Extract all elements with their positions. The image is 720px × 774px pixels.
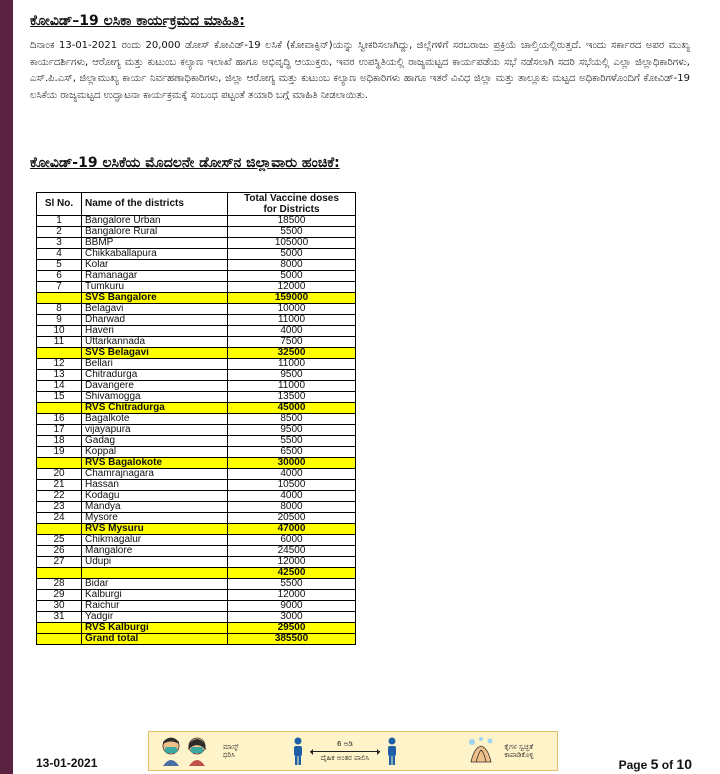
- header-total-line2: for Districts: [263, 204, 320, 215]
- table-body: [37, 216, 356, 645]
- cell-sl-no: 3: [37, 238, 82, 249]
- cell-sl-no: [37, 348, 82, 359]
- table-subtotal-row: [37, 458, 356, 469]
- cell-doses: 11000: [228, 359, 356, 370]
- table-row: [37, 414, 356, 425]
- cell-doses: 8000: [228, 260, 356, 271]
- table-subtotal-row: [37, 623, 356, 634]
- cell-district-name: Belagavi: [82, 304, 228, 315]
- cell-district-name: Chitradurga: [82, 370, 228, 381]
- cell-doses: 5000: [228, 249, 356, 260]
- table-row: [37, 249, 356, 260]
- table-row: [37, 480, 356, 491]
- header-total-doses: [228, 193, 356, 216]
- current-page: 5: [650, 756, 659, 772]
- table-row: [37, 436, 356, 447]
- cell-doses: 13500: [228, 392, 356, 403]
- cell-doses: 29500: [228, 623, 356, 634]
- cell-district-name: Hassan: [82, 480, 228, 491]
- table-row: [37, 216, 356, 227]
- cell-district-name: SVS Belagavi: [82, 348, 228, 359]
- cell-district-name: Bidar: [82, 579, 228, 590]
- cell-sl-no: 31: [37, 612, 82, 623]
- cell-district-name: Chamrajnagara: [82, 469, 228, 480]
- mask-person-icon: [186, 736, 208, 766]
- table-header-row: [37, 193, 356, 216]
- cell-sl-no: 23: [37, 502, 82, 513]
- cell-doses: 5000: [228, 271, 356, 282]
- cell-doses: 9500: [228, 425, 356, 436]
- cell-district-name: Yadgir: [82, 612, 228, 623]
- section-heading-vaccination-info: ಕೋವಿಡ್–19 ಲಸಿಕಾ ಕಾರ್ಯಕ್ರಮದ ಮಾಹಿತಿ:: [30, 13, 245, 29]
- cell-sl-no: 1: [37, 216, 82, 227]
- table-row: [37, 370, 356, 381]
- double-arrow-icon: [310, 751, 380, 752]
- banner-mask-section: [149, 732, 219, 770]
- cell-sl-no: 19: [37, 447, 82, 458]
- cell-district-name: vijayapura: [82, 425, 228, 436]
- mask-text-line1: ಮಾಸ್ಕ್: [223, 743, 239, 751]
- cell-sl-no: 20: [37, 469, 82, 480]
- left-page-edge-bar: [0, 0, 13, 774]
- table-row: [37, 304, 356, 315]
- table-row: [37, 282, 356, 293]
- cell-sl-no: 28: [37, 579, 82, 590]
- cell-sl-no: 5: [37, 260, 82, 271]
- distance-indicator: [310, 740, 380, 763]
- table-subtotal-row: [37, 568, 356, 579]
- vaccine-allocation-table: [36, 192, 356, 645]
- cell-doses: 8000: [228, 502, 356, 513]
- table-subtotal-row: [37, 524, 356, 535]
- mask-person-icon: [160, 736, 182, 766]
- hand-text: [500, 743, 537, 759]
- cell-district-name: Bangalore Rural: [82, 227, 228, 238]
- cell-sl-no: 21: [37, 480, 82, 491]
- cell-sl-no: 14: [37, 381, 82, 392]
- table-row: [37, 238, 356, 249]
- cell-district-name: Mysore: [82, 513, 228, 524]
- cell-district-name: Kalburgi: [82, 590, 228, 601]
- cell-doses: 11000: [228, 315, 356, 326]
- table-row: [37, 513, 356, 524]
- table-row: [37, 546, 356, 557]
- cell-sl-no: [37, 634, 82, 645]
- cell-sl-no: [37, 524, 82, 535]
- table-subtotal-row: [37, 293, 356, 304]
- cell-doses: 5500: [228, 227, 356, 238]
- cell-sl-no: 9: [37, 315, 82, 326]
- cell-doses: 11000: [228, 381, 356, 392]
- table-subtotal-row: [37, 634, 356, 645]
- cell-sl-no: 25: [37, 535, 82, 546]
- table-row: [37, 326, 356, 337]
- table-row: [37, 227, 356, 238]
- table-row: [37, 612, 356, 623]
- cell-doses: 8500: [228, 414, 356, 425]
- cell-sl-no: 15: [37, 392, 82, 403]
- cell-district-name: Grand total: [82, 634, 228, 645]
- cell-district-name: RVS Kalburgi: [82, 623, 228, 634]
- cell-district-name: [82, 568, 228, 579]
- cell-sl-no: [37, 623, 82, 634]
- cell-district-name: Bellari: [82, 359, 228, 370]
- standing-person-icon: [292, 737, 304, 765]
- vaccination-info-paragraph: ದಿನಾಂಕ 13-01-2021 ರಂದು 20,000 ಡೋಸ್ ಕೋವಿಡ್-19 ಲಸಿಕೆ (ಕೋವಾಕ್ಸಿನ್)ಯನ್ನು ಸ್ವೀಕರಿಸಲಾಗಿದ್ದು, ಜಿಲ್ಲೆಗಳಿಗೆ ಸರಬರಾಜು ಪ್ರಕ್ರಿಯೆ ಚಾಲ್ತಿಯಲ್ಲಿರುತ್ತದೆ. ಇಂದು ಸರ್ಕಾರದ ಅಪರ ಮುಖ್ಯ ಕಾರ್ಯದರ್ಶಿಗಳು, ಆರೋಗ್ಯ ಮತ್ತು ಕುಟುಂಬ ಕಲ್ಯಾಣ ಇಲಾಖೆ ಹಾಗೂ ಅಭಿವೃದ್ಧಿ ಆಯುಕ್ತರು, ಇವರ ಉಪಸ್ಥಿತಿಯಲ್ಲಿ ರಾಜ್ಯಮಟ್ಟದ ಕಾರ್ಯಪಡೆಯ ಸಭೆ ನಡೆಸಲಾಗಿ ಸದರಿ ಸಭೆಯಲ್ಲಿ ಎಲ್ಲಾ ಜಿಲ್ಲಾಧಿಕಾರಿಗಳು, ಎಸ್.ಪಿ.ಎಸ್, ಜಿಲ್ಲಾಮುಖ್ಯ ಕಾರ್ಯ ನಿರ್ವಹಣಾಧಿಕಾರಿಗಳು, ಜಿಲ್ಲಾ ಆರೋಗ್ಯ ಮತ್ತು ಕುಟುಂಬ ಕಲ್ಯಾಣ ಅಧಿಕಾರಿಗಳು ಹಾಗೂ ಇತರೆ ವಿವಿಧ ಜಿಲ್ಲಾ ಮತ್ತು ತಾಲ್ಲೂಕು ಮಟ್ಟದ ಅಧಿಕಾರಿಗಳೊಂದಿಗೆ ಕೋವಿಡ್-19 ಲಸಿಕೆಯ ರಾಜ್ಯಮಟ್ಟದ ಉದ್ಘಾಟನಾ ಕಾರ್ಯಕ್ರಮಕ್ಕೆ ಸಂಬಂಧ ಪಟ್ಟಂತೆ ತಯಾರಿ ಬಗ್ಗೆ ಮಾಹಿತಿ ನೀಡಲಾಯಿತು.: [30, 40, 690, 101]
- mask-text-line2: ಧರಿಸಿ: [223, 751, 235, 759]
- cell-sl-no: 17: [37, 425, 82, 436]
- cell-district-name: Davangere: [82, 381, 228, 392]
- table-subtotal-row: [37, 348, 356, 359]
- cell-district-name: RVS Chitradurga: [82, 403, 228, 414]
- cell-doses: 6000: [228, 535, 356, 546]
- section-heading-district-allocation: ಕೋವಿಡ್-19 ಲಸಿಕೆಯ ಮೊದಲನೇ ಡೋಸ್‌ನ ಜಿಲ್ಲಾವಾರು ಹಂಚಿಕೆ:: [30, 155, 340, 171]
- cell-sl-no: [37, 293, 82, 304]
- cell-district-name: Gadag: [82, 436, 228, 447]
- cell-doses: 4000: [228, 469, 356, 480]
- cell-doses: 159000: [228, 293, 356, 304]
- cell-district-name: RVS Mysuru: [82, 524, 228, 535]
- table-row: [37, 447, 356, 458]
- cell-doses: 385500: [228, 634, 356, 645]
- table-row: [37, 502, 356, 513]
- total-pages: 10: [676, 756, 692, 772]
- cell-doses: 12000: [228, 557, 356, 568]
- table-row: [37, 557, 356, 568]
- table-row: [37, 381, 356, 392]
- document-page: [30, 10, 700, 174]
- cell-district-name: Mandya: [82, 502, 228, 513]
- table-row: [37, 260, 356, 271]
- cell-sl-no: 12: [37, 359, 82, 370]
- cell-sl-no: 10: [37, 326, 82, 337]
- table-row: [37, 469, 356, 480]
- cell-district-name: Dharwad: [82, 315, 228, 326]
- table-row: [37, 337, 356, 348]
- table-row: [37, 392, 356, 403]
- cell-doses: 32500: [228, 348, 356, 359]
- cell-district-name: Bagalkote: [82, 414, 228, 425]
- cell-district-name: Koppal: [82, 447, 228, 458]
- cell-district-name: Kolar: [82, 260, 228, 271]
- cell-doses: 45000: [228, 403, 356, 414]
- cell-sl-no: 30: [37, 601, 82, 612]
- hand-wash-icon: [466, 736, 496, 766]
- cell-district-name: Haveri: [82, 326, 228, 337]
- header-district-name: Name of the districts: [82, 193, 228, 216]
- cell-sl-no: 13: [37, 370, 82, 381]
- cell-doses: 4000: [228, 326, 356, 337]
- cell-sl-no: 22: [37, 491, 82, 502]
- cell-district-name: RVS Bagalokote: [82, 458, 228, 469]
- cell-sl-no: 11: [37, 337, 82, 348]
- cell-sl-no: [37, 568, 82, 579]
- cell-doses: 7500: [228, 337, 356, 348]
- cell-doses: 105000: [228, 238, 356, 249]
- footer-date: 13-01-2021: [36, 756, 98, 770]
- cell-sl-no: 18: [37, 436, 82, 447]
- distance-bottom-text: ದೈಹಿಕ ಅಂತರ ಪಾಲಿಸಿ: [320, 753, 370, 762]
- cell-sl-no: 7: [37, 282, 82, 293]
- standing-person-icon: [386, 737, 398, 765]
- cell-district-name: Raichur: [82, 601, 228, 612]
- cell-sl-no: 27: [37, 557, 82, 568]
- cell-doses: 30000: [228, 458, 356, 469]
- table-row: [37, 425, 356, 436]
- cell-district-name: BBMP: [82, 238, 228, 249]
- table-row: [37, 491, 356, 502]
- cell-doses: 10500: [228, 480, 356, 491]
- cell-doses: 4000: [228, 491, 356, 502]
- banner-hand-section: [447, 732, 557, 770]
- cell-doses: 3000: [228, 612, 356, 623]
- cell-doses: 47000: [228, 524, 356, 535]
- banner-mask-text: [219, 732, 243, 770]
- distance-top-text: 6 ಅಡಿ: [337, 739, 353, 748]
- cell-doses: 12000: [228, 590, 356, 601]
- cell-doses: 20500: [228, 513, 356, 524]
- cell-district-name: Kodagu: [82, 491, 228, 502]
- table-row: [37, 601, 356, 612]
- of-word: of: [661, 758, 674, 772]
- cell-doses: 12000: [228, 282, 356, 293]
- hand-text-line2: ಕಾಪಾಡಿಕೊಳ್ಳಿ: [504, 751, 534, 759]
- cell-sl-no: 8: [37, 304, 82, 315]
- cell-sl-no: 16: [37, 414, 82, 425]
- cell-district-name: Uttarkannada: [82, 337, 228, 348]
- cell-sl-no: 26: [37, 546, 82, 557]
- cell-district-name: Tumkuru: [82, 282, 228, 293]
- cell-district-name: Bangalore Urban: [82, 216, 228, 227]
- footer-page-number: [619, 756, 692, 772]
- covid-safety-banner: [148, 731, 558, 771]
- table-row: [37, 579, 356, 590]
- cell-doses: 10000: [228, 304, 356, 315]
- table-row: [37, 535, 356, 546]
- header-total-line1: Total Vaccine doses: [244, 193, 339, 204]
- table-row: [37, 359, 356, 370]
- cell-doses: 9500: [228, 370, 356, 381]
- cell-district-name: Shivamogga: [82, 392, 228, 403]
- cell-district-name: Chikkaballapura: [82, 249, 228, 260]
- cell-sl-no: 24: [37, 513, 82, 524]
- cell-district-name: Ramanagar: [82, 271, 228, 282]
- cell-doses: 42500: [228, 568, 356, 579]
- cell-doses: 18500: [228, 216, 356, 227]
- cell-doses: 9000: [228, 601, 356, 612]
- cell-sl-no: 2: [37, 227, 82, 238]
- cell-district-name: Udupi: [82, 557, 228, 568]
- cell-doses: 24500: [228, 546, 356, 557]
- cell-sl-no: 4: [37, 249, 82, 260]
- cell-district-name: SVS Bangalore: [82, 293, 228, 304]
- table-row: [37, 271, 356, 282]
- cell-sl-no: 29: [37, 590, 82, 601]
- page-word: Page: [618, 758, 648, 772]
- cell-sl-no: 6: [37, 271, 82, 282]
- table-row: [37, 315, 356, 326]
- banner-distance-section: [243, 732, 447, 770]
- cell-sl-no: [37, 458, 82, 469]
- cell-doses: 5500: [228, 579, 356, 590]
- hand-text-line1: ಕೈಗಳ ಸ್ವಚ್ಛತೆ: [504, 743, 534, 751]
- cell-district-name: Mangalore: [82, 546, 228, 557]
- cell-doses: 5500: [228, 436, 356, 447]
- cell-district-name: Chikmagalur: [82, 535, 228, 546]
- table-subtotal-row: [37, 403, 356, 414]
- table-row: [37, 590, 356, 601]
- header-sl-no: Sl No.: [37, 193, 82, 216]
- cell-doses: 6500: [228, 447, 356, 458]
- cell-sl-no: [37, 403, 82, 414]
